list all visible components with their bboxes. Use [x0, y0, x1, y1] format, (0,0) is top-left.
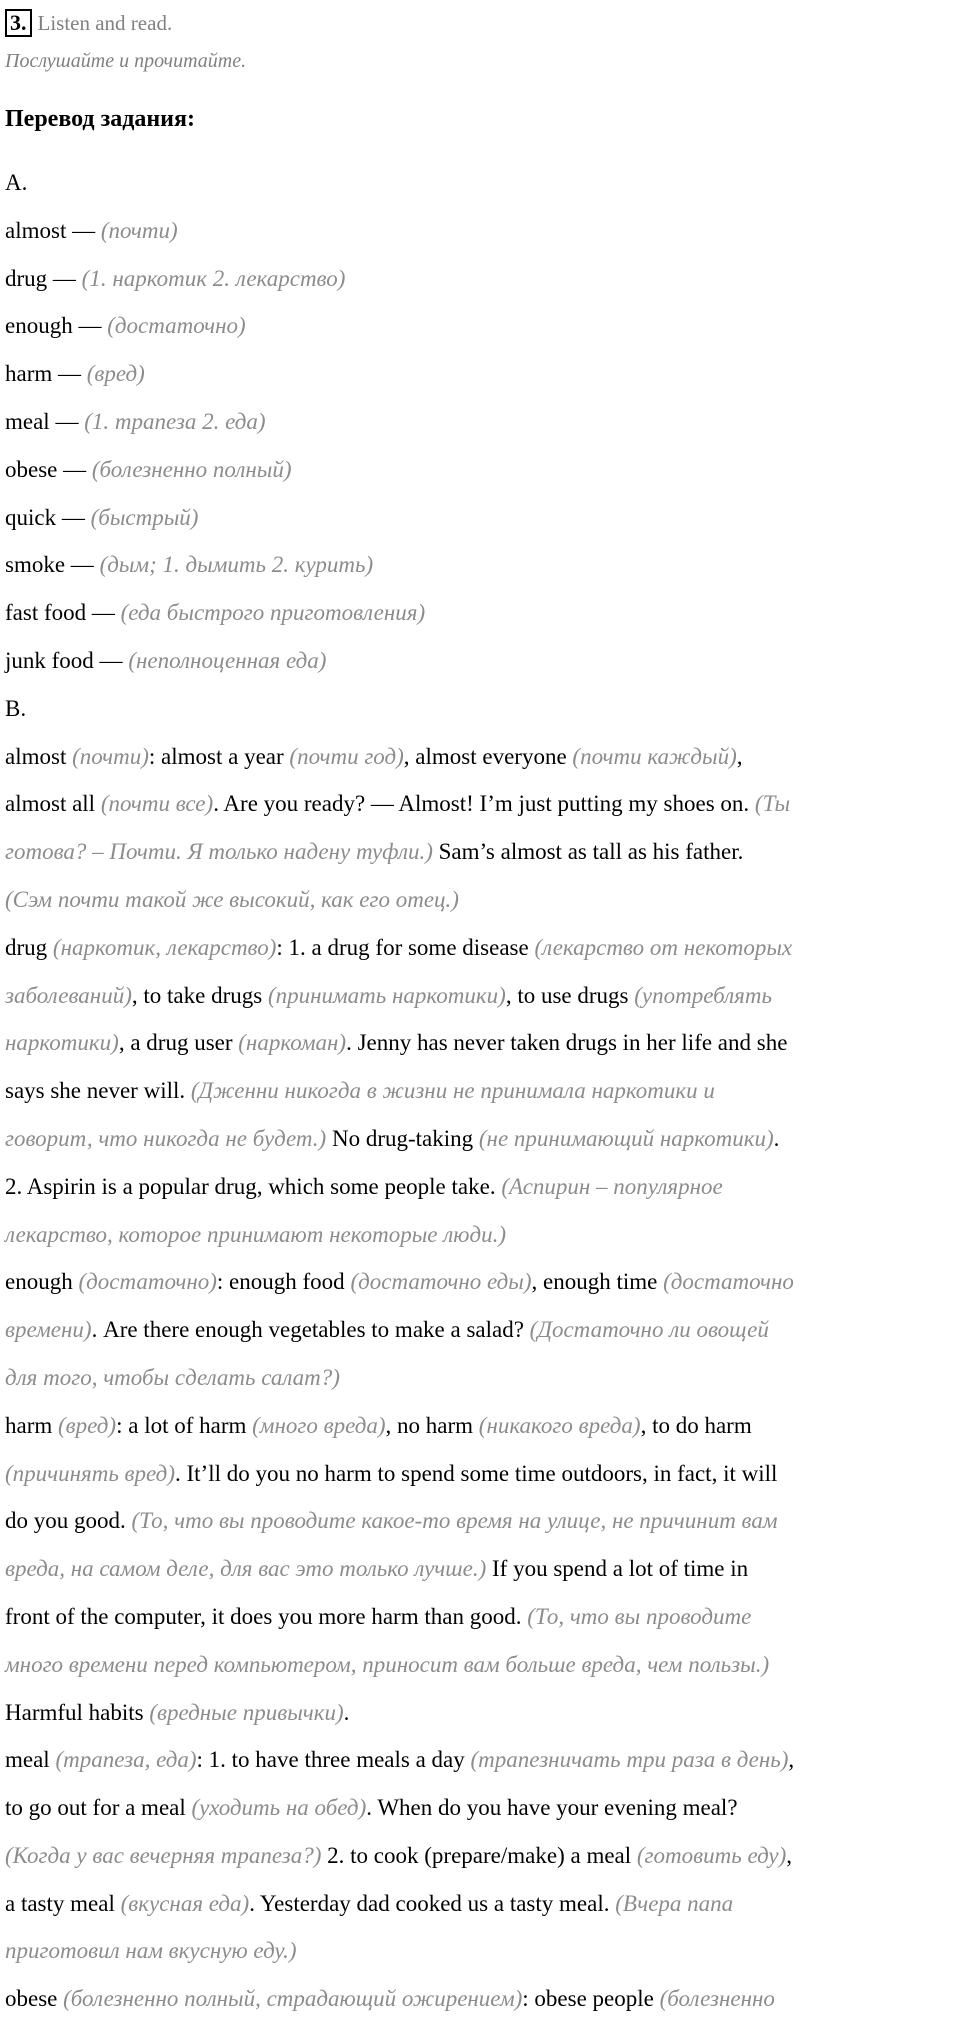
translation-text: (1. трапеза 2. еда) — [84, 408, 266, 434]
english-text: says she never will. — [5, 1078, 191, 1104]
text-line — [5, 1019, 955, 1067]
english-text: , almost everyone — [403, 743, 573, 769]
english-text: , no harm — [385, 1412, 479, 1438]
english-text: . — [343, 1699, 350, 1725]
english-text: . Are there enough vegetables to make a salad? — [91, 1317, 530, 1343]
text-line — [5, 1115, 955, 1163]
translation-text: вреда, на самом деле, для вас это только лучше.) — [5, 1556, 487, 1582]
text-line — [5, 1927, 955, 1975]
english-text: meal — [5, 1747, 56, 1773]
translation-text: (вкусная еда) — [120, 1890, 250, 1916]
translation-text: говорит, что никогда не будет.) — [5, 1125, 327, 1151]
translation-text: (вредные привычки) — [149, 1699, 344, 1725]
english-text: , — [788, 1747, 795, 1773]
translation-text: (достаточно) — [78, 1269, 217, 1295]
english-text: meal — — [5, 408, 85, 434]
translation-text: (быстрый) — [90, 504, 199, 530]
english-text: drug — [5, 934, 53, 960]
text-line — [5, 1593, 955, 1641]
translation-text: (вред) — [86, 361, 145, 387]
text-line — [5, 541, 955, 589]
translation-text: (То, что вы проводите — [527, 1603, 752, 1629]
text-line — [5, 446, 955, 494]
translation-text: заболеваний) — [5, 982, 132, 1008]
text-line — [5, 685, 955, 733]
english-text: obese — [5, 1986, 64, 2012]
english-text: : enough food — [216, 1269, 351, 1295]
english-text: : a lot of harm — [116, 1412, 253, 1438]
english-text: almost — [5, 743, 73, 769]
text-line — [5, 1211, 955, 1259]
translation-text: (дым; 1. дымить 2. курить) — [99, 552, 374, 578]
english-text: А. — [5, 170, 28, 195]
text-line — [5, 302, 955, 350]
english-text: . Are you ready? — Almost! I’m just putting my shoes on. — [213, 791, 755, 817]
text-line — [5, 780, 955, 828]
section-title: Перевод задания: — [5, 106, 195, 132]
text-line — [5, 1258, 955, 1306]
translation-text: (наркоман) — [238, 1030, 347, 1056]
translation-text: (уходить на обед) — [191, 1795, 367, 1821]
english-text: , — [786, 1842, 793, 1868]
translation-text: готова? – Почти. Я только надену туфли.) — [5, 839, 433, 865]
english-text: No drug-taking — [326, 1125, 479, 1151]
translation-text: (никакого вреда) — [478, 1412, 641, 1438]
english-text: . Jenny has never taken drugs in her life and she — [346, 1030, 788, 1056]
translation-text: (принимать наркотики) — [267, 982, 506, 1008]
translation-text: (почти каждый) — [572, 743, 737, 769]
translation-text: (Достаточно ли овощей — [529, 1317, 769, 1343]
text-line — [5, 1545, 955, 1593]
task-header — [5, 8, 172, 38]
english-text: : almost a year — [148, 743, 290, 769]
text-line — [5, 589, 955, 637]
translation-text: (почти) — [72, 743, 149, 769]
translation-text: (Когда у вас вечерняя трапеза?) — [5, 1842, 322, 1868]
translation-text: (болезненно полный) — [91, 456, 292, 482]
document-body — [5, 159, 955, 2023]
translation-text: приготовил нам вкусную еду.) — [5, 1938, 297, 1964]
text-line — [5, 1402, 955, 1450]
translation-text: (употреблять — [634, 982, 772, 1008]
translation-text: (наркотик, лекарство) — [52, 934, 277, 960]
text-line — [5, 637, 955, 685]
english-text: , enough time — [531, 1269, 664, 1295]
translation-text: (То, что вы проводите какое-то время на улице, не причинит вам — [131, 1508, 778, 1534]
text-line — [5, 1784, 955, 1832]
english-text: harm — — [5, 361, 87, 387]
text-line — [5, 255, 955, 303]
english-text: . — [773, 1125, 780, 1151]
translation-text: (Аспирин – популярное — [501, 1173, 723, 1199]
english-text: enough — [5, 1269, 79, 1295]
english-text: : obese people — [522, 1986, 660, 2012]
translation-text: (1. наркотик 2. лекарство) — [81, 265, 346, 291]
text-line — [5, 1832, 955, 1880]
text-line — [5, 1880, 955, 1928]
text-line — [5, 1736, 955, 1784]
english-text: , a drug user — [118, 1030, 239, 1056]
english-text: , to take drugs — [131, 982, 268, 1008]
english-text: do you good. — [5, 1508, 132, 1534]
translation-text: (почти все) — [100, 791, 214, 817]
english-text: . When do you have your evening meal? — [366, 1795, 738, 1821]
text-line — [5, 924, 955, 972]
translation-text: много времени перед компьютером, приносит вам больше вреда, чем пользы.) — [5, 1651, 770, 1677]
task-number-box: 3. — [5, 9, 32, 37]
text-line — [5, 1163, 955, 1211]
text-line — [5, 398, 955, 446]
translation-text: (достаточно еды) — [350, 1269, 532, 1295]
english-text: B. — [5, 695, 27, 721]
task-title: Listen and read. — [37, 10, 173, 35]
task-subtitle: Послушайте и прочитайте. — [5, 50, 247, 72]
text-line — [5, 733, 955, 781]
english-text: 2. to cook (prepare/make) a meal — [321, 1842, 637, 1868]
translation-text: (много вреда) — [252, 1412, 386, 1438]
text-line — [5, 1306, 955, 1354]
translation-text: (болезненно — [659, 1986, 775, 2012]
translation-text: лекарство, которое принимают некоторые люди.) — [5, 1221, 507, 1247]
english-text: drug — — [5, 265, 82, 291]
english-text: to go out for a meal — [5, 1795, 192, 1821]
english-text: almost all — [5, 791, 101, 817]
translation-text: (почти) — [100, 217, 178, 243]
text-line — [5, 207, 955, 255]
english-text: , to do harm — [640, 1412, 752, 1438]
translation-text: (причинять вред) — [5, 1460, 175, 1486]
english-text: smoke — — [5, 552, 100, 578]
english-text: junk food — — [5, 647, 129, 673]
english-text: : 1. a drug for some disease — [276, 934, 535, 960]
english-text: If you spend a lot of time in — [486, 1556, 749, 1582]
english-text: enough — — [5, 313, 108, 339]
text-line — [5, 1641, 955, 1689]
translation-text: наркотики) — [5, 1030, 119, 1056]
english-text: Sam’s almost as tall as his father. — [432, 839, 744, 865]
translation-text: (трапезничать три раза в день) — [470, 1747, 789, 1773]
text-line — [5, 1689, 955, 1737]
english-text: 2. Aspirin is a popular drug, which some people take. — [5, 1173, 502, 1199]
english-text: : 1. to have three meals a day — [196, 1747, 471, 1773]
translation-text: (готовить еду) — [636, 1842, 787, 1868]
translation-text: (вред) — [58, 1412, 117, 1438]
translation-text: (Сэм почти такой же высокий, как его отец.) — [5, 886, 459, 912]
english-text: fast food — — [5, 600, 121, 626]
english-text: Harmful habits — [5, 1699, 150, 1725]
text-line — [5, 972, 955, 1020]
english-text: obese — — [5, 456, 92, 482]
translation-text: (Вчера папа — [615, 1890, 734, 1916]
english-text: front of the computer, it does you more harm than good. — [5, 1603, 528, 1629]
translation-text: времени) — [5, 1317, 92, 1343]
translation-text: (еда быстрого приготовления) — [120, 600, 426, 626]
translation-text: (достаточно — [663, 1269, 794, 1295]
english-text: , — [736, 743, 743, 769]
translation-text: (почти год) — [289, 743, 404, 769]
translation-text: (Дженни никогда в жизни не принимала наркотики и — [190, 1078, 715, 1104]
translation-text: (не принимающий наркотики) — [478, 1125, 774, 1151]
english-text: almost — — [5, 217, 101, 243]
english-text: . Yesterday dad cooked us a tasty meal. — [249, 1890, 616, 1916]
text-line — [5, 876, 955, 924]
text-line — [5, 828, 955, 876]
english-text: a tasty meal — [5, 1890, 121, 1916]
text-line — [5, 1975, 955, 2023]
translation-text: (трапеза, еда) — [55, 1747, 197, 1773]
translation-text: (неполноценная еда) — [128, 647, 327, 673]
english-text: harm — [5, 1412, 59, 1438]
translation-text: (Ты — [754, 791, 791, 817]
translation-text: (болезненно полный, страдающий ожирением) — [63, 1986, 523, 2012]
text-line — [5, 1067, 955, 1115]
english-text: , to use drugs — [505, 982, 635, 1008]
text-line — [5, 1354, 955, 1402]
text-line — [5, 1497, 955, 1545]
translation-text: (достаточно) — [107, 313, 246, 339]
text-line — [5, 1450, 955, 1498]
text-line — [5, 494, 955, 542]
translation-text: (лекарство от некоторых — [534, 934, 793, 960]
text-line — [5, 159, 955, 207]
english-text: quick — — [5, 504, 91, 530]
translation-text: для того, чтобы сделать салат?) — [5, 1364, 340, 1390]
text-line — [5, 350, 955, 398]
english-text: . It’ll do you no harm to spend some time outdoors, in fact, it will — [174, 1460, 778, 1486]
